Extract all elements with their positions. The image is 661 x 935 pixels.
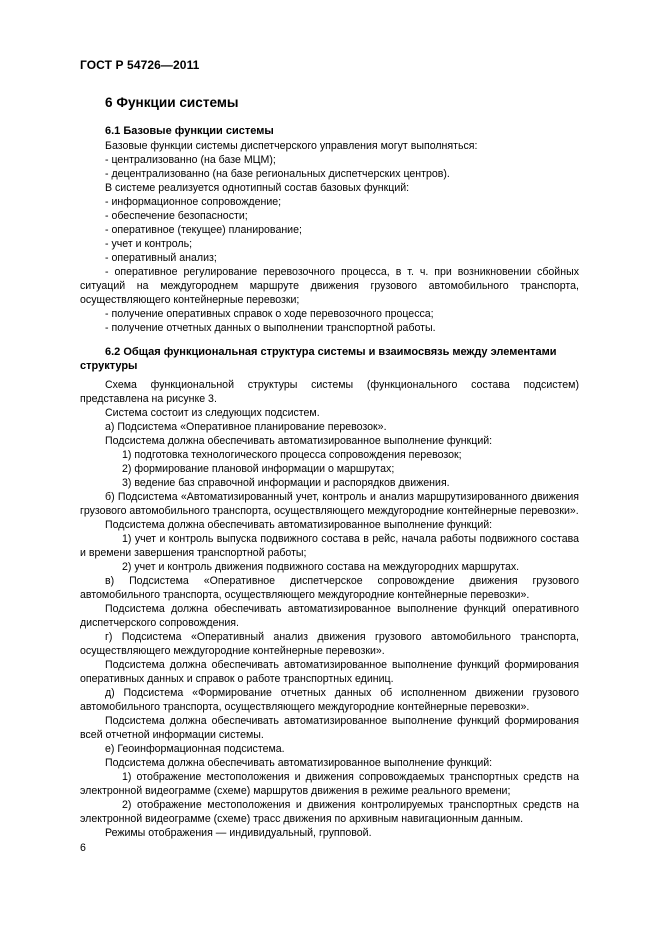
subsection-title: 6.1 Базовые функции системы [105, 125, 274, 137]
list-item: - децентрализованно (на базе региональных диспетчерских центров). [105, 168, 450, 180]
list-item: 2) формирование плановой информации о маршрутах; [122, 463, 395, 475]
list-item: 1) учет и контроль выпуска подвижного состава в рейс, начала работы подвижного состава и времени завершения транспортной работы; [80, 533, 579, 559]
list-item: - получение отчетных данных о выполнении транспортной работы. [105, 322, 436, 334]
paragraph: в) Подсистема «Оперативное диспетчерское сопровождение движения грузового автомобильного транспорта, осуществляющего междугородние контейнерные перевозки». [80, 575, 579, 601]
list-item: - оперативное регулирование перевозочного процесса, в т. ч. при возникновении сбойных ситуаций на междугороднем маршруте движения грузового автомобильного транспорта, осуществляющего контейнерные перевозки; [80, 266, 579, 306]
list-item: 1) отображение местоположения и движения сопровождаемых транспортных средств на электронной видеограмме (схеме) маршрутов движения в режиме реального времени; [80, 771, 579, 797]
list-item: - оперативное (текущее) планирование; [105, 224, 302, 236]
paragraph: г) Подсистема «Оперативный анализ движения грузового автомобильного транспорта, осуществляющего междугородние контейнерные перевозки». [80, 631, 579, 657]
paragraph: Схема функциональной структуры системы (функционального состава подсистем) представлена на рисунке 3. [80, 379, 579, 405]
page-number: 6 [80, 842, 86, 854]
list-item: - обеспечение безопасности; [105, 210, 248, 222]
paragraph: В системе реализуется однотипный состав базовых функций: [105, 182, 410, 194]
list-item: - информационное сопровождение; [105, 196, 282, 208]
paragraph: Базовые функции системы диспетчерского управления могут выполняться: [105, 140, 478, 152]
paragraph: Подсистема должна обеспечивать автоматизированное выполнение функций формирования всей отчетной информации системы. [80, 715, 579, 741]
list-item: 1) подготовка технологического процесса сопровождения перевозок; [122, 449, 462, 461]
paragraph: Подсистема должна обеспечивать автоматизированное выполнение функций: [105, 435, 493, 447]
subsection-body [80, 139, 579, 335]
document-header: ГОСТ Р 54726—2011 [80, 58, 200, 72]
paragraph: Подсистема должна обеспечивать автоматизированное выполнение функций: [105, 757, 493, 769]
subsection-title: 6.2 Общая функциональная структура системы и взаимосвязь между элементами структуры [80, 346, 557, 372]
paragraph: Система состоит из следующих подсистем. [105, 407, 320, 419]
paragraph: Режимы отображения — индивидуальный, групповой. [105, 827, 372, 839]
list-item: - оперативный анализ; [105, 252, 217, 264]
section-title: 6 Функции системы [105, 95, 239, 110]
list-item: - учет и контроль; [105, 238, 193, 250]
list-item: 2) учет и контроль движения подвижного состава на междугородних маршрутах. [122, 561, 520, 573]
paragraph: Подсистема должна обеспечивать автоматизированное выполнение функций оперативного диспетчерского сопровождения. [80, 603, 579, 629]
list-item: - получение оперативных справок о ходе перевозочного процесса; [105, 308, 434, 320]
subsection-body [80, 378, 579, 840]
paragraph: а) Подсистема «Оперативное планирование перевозок». [105, 421, 387, 433]
paragraph: е) Геоинформационная подсистема. [105, 743, 285, 755]
paragraph: д) Подсистема «Формирование отчетных данных об исполненном движении грузового автомобильного транспорта, осуществляющего междугородние контейнерные перевозки». [80, 687, 579, 713]
list-item: 3) ведение баз справочной информации и распорядков движения. [122, 477, 450, 489]
list-item: 2) отображение местоположения и движения контролируемых транспортных средств на электронной видеограмме (схеме) трасс движения по архивным навигационным данным. [80, 799, 579, 825]
list-item: - централизованно (на базе МЦМ); [105, 154, 276, 166]
paragraph: Подсистема должна обеспечивать автоматизированное выполнение функций формирования оперативных данных и справок о работе транспортных единиц. [80, 659, 579, 685]
paragraph: Подсистема должна обеспечивать автоматизированное выполнение функций: [105, 519, 493, 531]
paragraph: б) Подсистема «Автоматизированный учет, контроль и анализ маршрутизированного движения грузового автомобильного транспорта, осуществляющего междугородние контейнерные перевозки». [80, 491, 579, 517]
